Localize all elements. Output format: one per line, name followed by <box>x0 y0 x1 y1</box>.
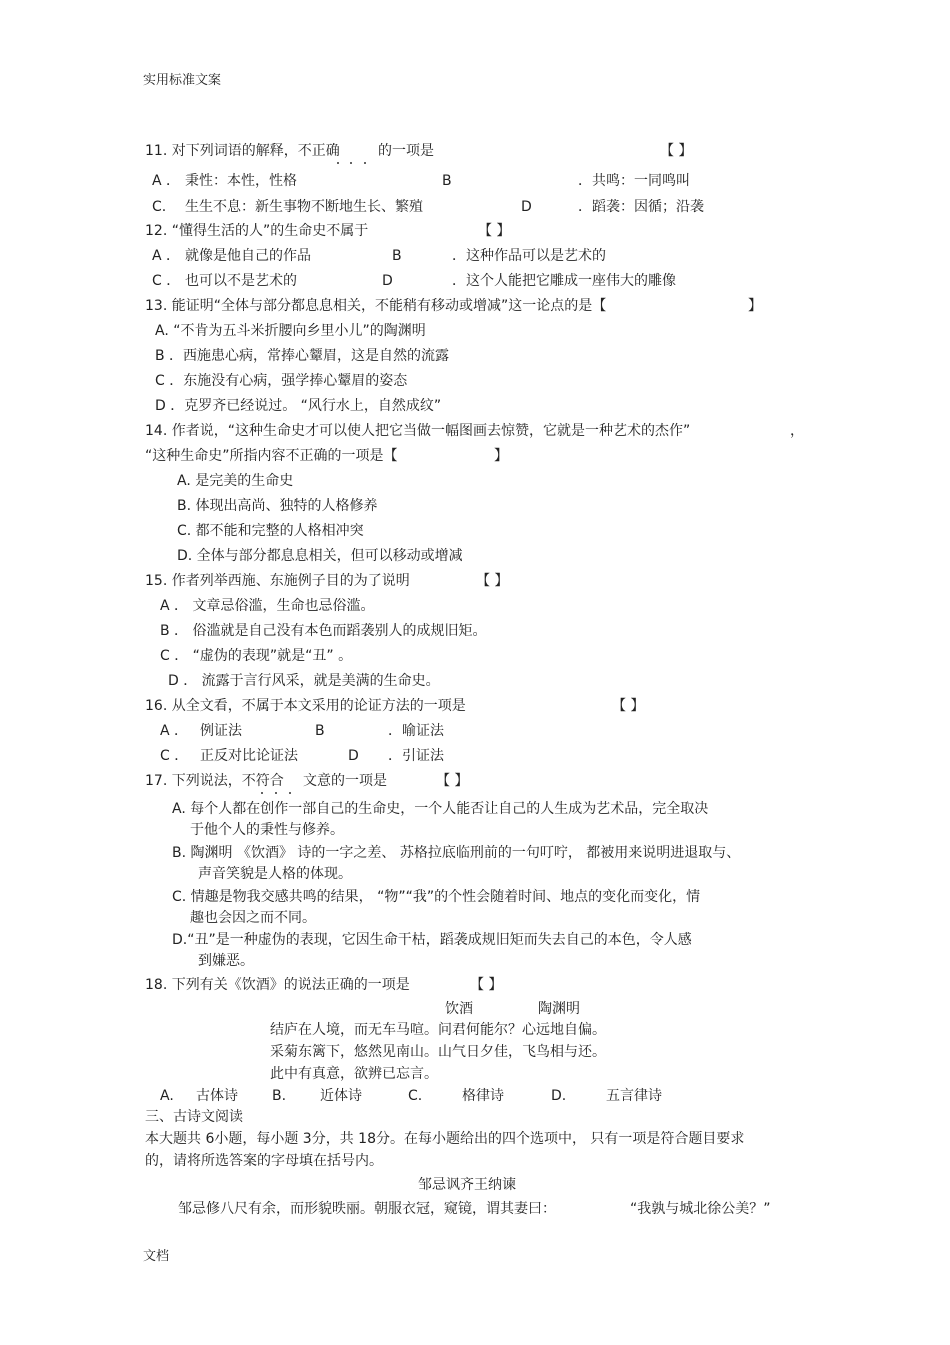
q15-stem: 15. 作者列举西施、东施例子目的为了说明 <box>145 573 410 589</box>
q18-option-c-letter: C. <box>408 1088 423 1104</box>
q11-answer-bracket: 【 】 <box>660 143 693 159</box>
q16-option-c-letter: C ． <box>160 748 189 764</box>
q16-option-a-letter: A ． <box>160 723 189 739</box>
q14-option-b: B. 体现出高尚、独特的人格修养 <box>177 498 378 514</box>
q14-option-a: A. 是完美的生命史 <box>177 473 294 489</box>
q11-option-c-letter: C. <box>152 199 167 215</box>
q15-option-a: A ． 文章忌俗滥，生命也忌俗滥。 <box>160 598 375 614</box>
q17-option-d-line1: D.“丑”是一种虚伪的表现，它因生命干枯，蹈袭成规旧矩而失去自己的本色，令人感 <box>172 932 692 948</box>
passage-quote: “我孰与城北徐公美？” <box>630 1201 771 1217</box>
q17-option-a-line2: 于他个人的秉性与修养。 <box>190 822 344 838</box>
q17-stem-part1: 17. 下列说法，不符合 <box>145 773 284 789</box>
q18-option-a-letter: A. <box>160 1088 174 1104</box>
q12-option-a-letter: A ． <box>152 248 181 264</box>
q16-option-d-text: ．引证法 <box>388 748 444 764</box>
q16-option-c-text: 正反对比论证法 <box>200 748 298 764</box>
q11-option-b-letter: B <box>442 173 452 189</box>
poem-title: 饮酒 <box>445 1001 473 1017</box>
emphasis-dot <box>289 792 291 794</box>
poem-author: 陶渊明 <box>538 1001 580 1017</box>
q13-bracket-end: 】 <box>748 298 762 314</box>
q14-stem-line1: 14. 作者说，“这种生命史才可以使人把它当做一幅图画去惊赞，它就是一种艺术的杰作” <box>145 423 691 439</box>
page-footer: 文档 <box>143 1249 170 1264</box>
q11-option-a-letter: A ． <box>152 173 181 189</box>
q12-option-d-letter: D <box>382 273 393 289</box>
q17-option-c-line1: C. 情趣是物我交感共鸣的结果， “物”“我”的个性会随着时间、地点的变化而变化，情 <box>172 889 701 905</box>
q12-answer-bracket: 【 】 <box>478 223 511 239</box>
q12-option-c-text: 也可以不是艺术的 <box>185 273 297 289</box>
q15-option-b: B ． 俗滥就是自己没有本色而蹈袭别人的成规旧矩。 <box>160 623 487 639</box>
q17-stem-part2: 文意的一项是 <box>303 773 387 789</box>
q12-option-d-text: ．这个人能把它雕成一座伟大的雕像 <box>452 273 676 289</box>
q11-option-d-text: ．蹈袭：因循；沿袭 <box>578 199 704 215</box>
q17-option-c-line2: 趣也会因之而不同。 <box>190 910 316 926</box>
q17-option-b-line1: B. 陶渊明 《饮酒》 诗的一字之差、 苏格拉底临刑前的一句叮咛， 都被用来说明进退取与、 <box>172 845 741 861</box>
passage-title: 邹忌讽齐王纳谏 <box>418 1177 516 1193</box>
emphasis-dot <box>350 162 352 164</box>
section-instructions-line2: 的，请将所选答案的字母填在括号内。 <box>145 1153 383 1169</box>
q11-option-a-text: 秉性：本性，性格 <box>185 173 297 189</box>
q16-option-a-text: 例证法 <box>200 723 242 739</box>
q18-option-d-text: 五言律诗 <box>606 1088 662 1104</box>
q11-option-c-text: 生生不息：新生事物不断地生长、繁殖 <box>185 199 423 215</box>
q15-option-d: D ． 流露于言行风采，就是美满的生命史。 <box>168 673 440 689</box>
emphasis-dot <box>364 162 366 164</box>
q14-option-d: D. 全体与部分都息息相关，但可以移动或增减 <box>177 548 463 564</box>
q16-option-d-letter: D <box>348 748 359 764</box>
q17-option-b-line2: 声音笑貌是人格的体现。 <box>198 866 352 882</box>
q14-stem-comma: ， <box>790 423 804 439</box>
q16-option-b-text: ．喻证法 <box>388 723 444 739</box>
q18-option-c-text: 格律诗 <box>462 1088 504 1104</box>
poem-line: 采菊东篱下，悠然见南山。山气日夕佳，飞鸟相与还。 <box>270 1044 606 1060</box>
poem-line: 此中有真意，欲辨已忘言。 <box>270 1066 438 1082</box>
emphasis-dot <box>275 792 277 794</box>
q11-stem-part1: 11. 对下列词语的解释，不正确 <box>145 143 340 159</box>
q18-answer-bracket: 【 】 <box>470 977 503 993</box>
q18-stem: 18. 下列有关《饮酒》的说法正确的一项是 <box>145 977 410 993</box>
q11-option-d-letter: D <box>521 199 532 215</box>
q11-stem-part2: 的一项是 <box>378 143 434 159</box>
q17-answer-bracket: 【 】 <box>436 773 469 789</box>
page-header: 实用标准文案 <box>143 73 222 88</box>
q16-option-b-letter: B <box>315 723 325 739</box>
q18-option-b-letter: B. <box>272 1088 287 1104</box>
q12-option-c-letter: C ． <box>152 273 181 289</box>
q18-option-d-letter: D. <box>551 1088 567 1104</box>
q17-option-a-line1: A. 每个人都在创作一部自己的生命史，一个人能否让自己的人生成为艺术品，完全取决 <box>172 801 709 817</box>
q14-option-c: C. 都不能和完整的人格相冲突 <box>177 523 364 539</box>
emphasis-dot <box>337 162 339 164</box>
section-instructions-line1: 本大题共 6小题，每小题 3分，共 18分。在每小题给出的四个选项中， 只有一项是符合题目要求 <box>145 1131 745 1147</box>
q18-option-a-text: 古体诗 <box>196 1088 238 1104</box>
q12-option-b-text: ．这种作品可以是艺术的 <box>452 248 606 264</box>
poem-line: 结庐在人境，而无车马喧。问君何能尔？心远地自偏。 <box>270 1022 606 1038</box>
q16-stem: 16. 从全文看，不属于本文采用的论证方法的一项是 <box>145 698 466 714</box>
q17-option-d-line2: 到嫌恶。 <box>198 953 254 969</box>
q16-answer-bracket: 【 】 <box>612 698 645 714</box>
q12-stem: 12. “懂得生活的人”的生命史不属于 <box>145 223 369 239</box>
q13-stem: 13. 能证明“全体与部分都息息相关，不能稍有移动或增减”这一论点的是【 <box>145 298 607 314</box>
q11-option-b-text: ．共鸣：一同鸣叫 <box>578 173 690 189</box>
q13-option-a: A. “不肯为五斗米折腰向乡里小儿”的陶渊明 <box>155 323 426 339</box>
q15-option-c: C ． “虚伪的表现”就是“丑” 。 <box>160 648 353 664</box>
q12-option-b-letter: B <box>392 248 402 264</box>
q13-option-c: C ．东施没有心病，强学捧心颦眉的姿态 <box>155 373 408 389</box>
q14-bracket-end: 】 <box>494 448 508 464</box>
q13-option-d: D ．克罗齐已经说过。 “风行水上，自然成纹” <box>155 398 442 414</box>
q12-option-a-text: 就像是他自己的作品 <box>185 248 311 264</box>
section-heading: 三、古诗文阅读 <box>145 1109 243 1125</box>
q13-option-b: B ．西施患心病，常捧心颦眉，这是自然的流露 <box>155 348 450 364</box>
q18-option-b-text: 近体诗 <box>320 1088 362 1104</box>
emphasis-dot <box>261 792 263 794</box>
q15-answer-bracket: 【 】 <box>476 573 509 589</box>
q14-stem-line2: “这种生命史”所指内容不正确的一项是【 <box>145 448 398 464</box>
passage-text: 邹忌修八尺有余，而形貌昳丽。朝服衣冠，窥镜，谓其妻曰： <box>178 1201 556 1217</box>
